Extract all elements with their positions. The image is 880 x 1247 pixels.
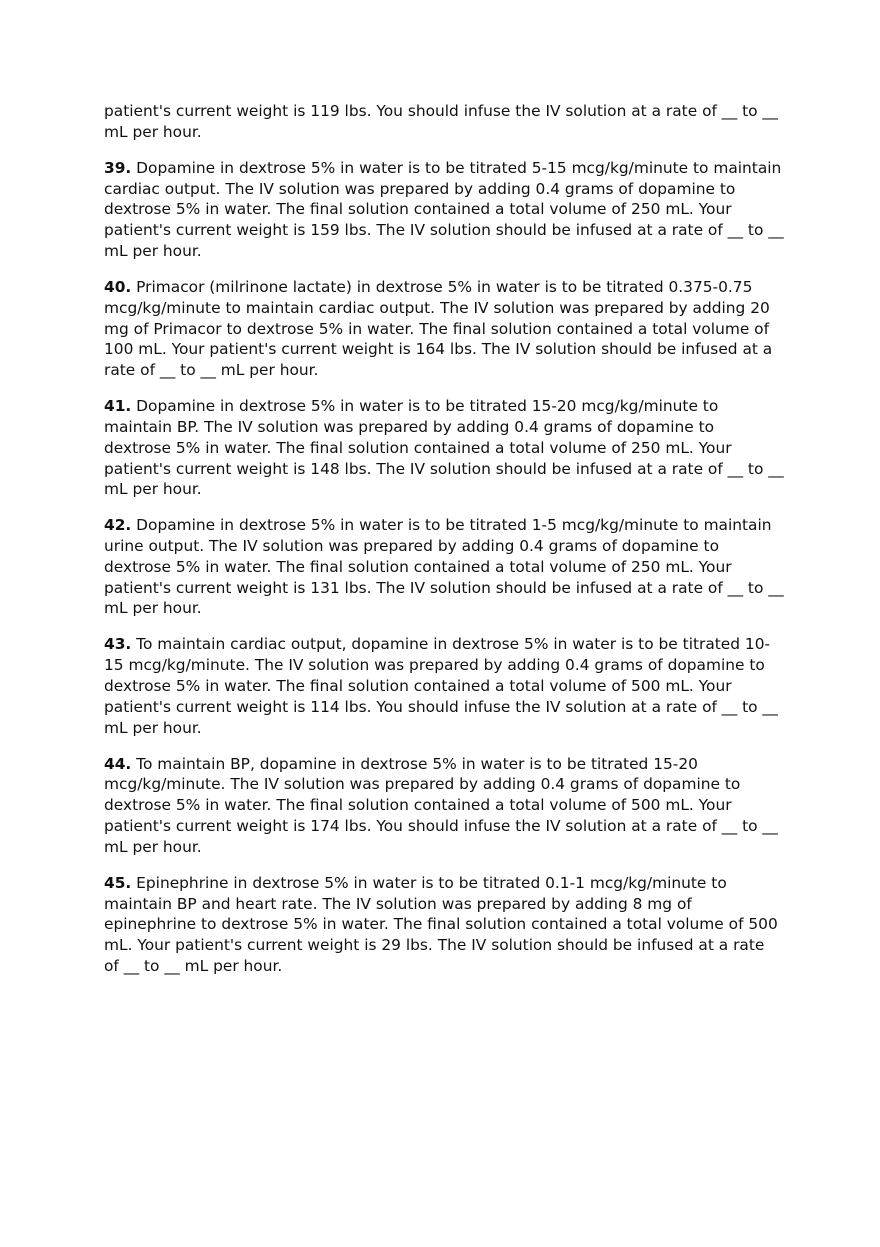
question-number: 39. — [104, 158, 132, 177]
question-number: 43. — [104, 635, 132, 654]
question-number: 42. — [104, 516, 132, 535]
question-42 — [104, 515, 784, 619]
page-content — [104, 101, 784, 992]
question-text: Dopamine in dextrose 5% in water is to be titrated 5-15 mcg/kg/minute to maintain cardiac output. The IV solution was prepared by adding 0.4 grams of dopamine to dextrose 5% in water. The final solution contained a total volume of 250 mL. Your patient's current weight is 159 lbs. The IV solution should be infused at a rate of __ to __ mL per hour. — [104, 158, 784, 260]
question-41 — [104, 396, 784, 500]
question-text: Primacor (milrinone lactate) in dextrose 5% in water is to be titrated 0.375-0.75 mcg/kg/minute to maintain cardiac output. The IV solution was prepared by adding 20 mg of Primacor to dextrose 5% in water. The final solution contained a total volume of 100 mL. Your patient's current weight is 164 lbs. The IV solution should be infused at a rate of __ to __ mL per hour. — [104, 277, 773, 380]
question-text: Dopamine in dextrose 5% in water is to be titrated 15-20 mcg/kg/minute to maintain BP. The IV solution was prepared by adding 0.4 grams of dopamine to dextrose 5% in water. The final solution contained a total volume of 250 mL. Your patient's current weight is 148 lbs. The IV solution should be infused at a rate of __ to __ mL per hour. — [104, 397, 784, 499]
question-45 — [104, 873, 784, 977]
question-number: 44. — [104, 754, 132, 773]
question-text: Dopamine in dextrose 5% in water is to be titrated 1-5 mcg/kg/minute to maintain urine output. The IV solution was prepared by adding 0.4 grams of dopamine to dextrose 5% in water. The final solution contained a total volume of 250 mL. Your patient's current weight is 131 lbs. The IV solution should be infused at a rate of __ to __ mL per hour. — [104, 516, 784, 618]
question-39 — [104, 158, 784, 262]
question-number: 40. — [104, 277, 132, 296]
question-43 — [104, 634, 784, 738]
question-number: 41. — [104, 397, 132, 416]
continuation-paragraph: patient's current weight is 119 lbs. You should infuse the IV solution at a rate of __ to __ mL per hour. — [104, 102, 778, 141]
question-text: To maintain cardiac output, dopamine in dextrose 5% in water is to be titrated 10-15 mcg/kg/minute. The IV solution was prepared by adding 0.4 grams of dopamine to dextrose 5% in water. The final solution contained a total volume of 500 mL. Your patient's current weight is 114 lbs. You should infuse the IV solution at a rate of __ to __ mL per hour. — [104, 635, 778, 737]
question-text: To maintain BP, dopamine in dextrose 5% in water is to be titrated 15-20 mcg/kg/minute. The IV solution was prepared by adding 0.4 grams of dopamine to dextrose 5% in water. The final solution contained a total volume of 500 mL. Your patient's current weight is 174 lbs. You should infuse the IV solution at a rate of __ to __ mL per hour. — [104, 754, 778, 856]
question-40 — [104, 277, 784, 381]
question-text: Epinephrine in dextrose 5% in water is to be titrated 0.1-1 mcg/kg/minute to maintain BP and heart rate. The IV solution was prepared by adding 8 mg of epinephrine to dextrose 5% in water. The final solution contained a total volume of 500 mL. Your patient's current weight is 29 lbs. The IV solution should be infused at a rate of __ to __ mL per hour. — [104, 873, 778, 975]
question-number: 45. — [104, 873, 132, 892]
question-44 — [104, 754, 784, 858]
